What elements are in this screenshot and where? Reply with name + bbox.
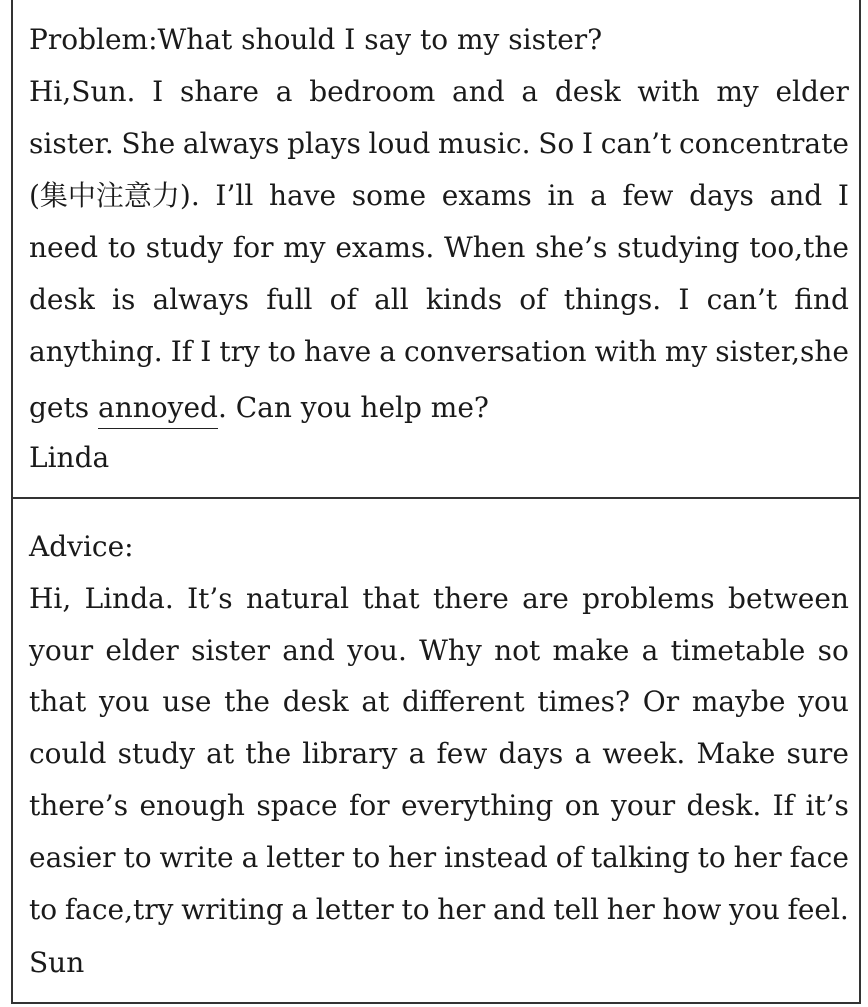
problem-line: [29, 66, 849, 118]
word: between: [728, 582, 849, 615]
word: a: [408, 737, 426, 770]
word: to: [352, 841, 381, 874]
word: a: [291, 893, 309, 926]
word: loud: [368, 127, 431, 160]
word: kinds: [425, 283, 503, 316]
word: everything: [400, 789, 554, 822]
advice-signature: Sun: [29, 946, 85, 979]
word: with: [637, 75, 700, 108]
word: instead: [444, 841, 548, 874]
problem-last-line: [29, 382, 849, 434]
word: to: [29, 893, 58, 926]
word: of: [519, 283, 547, 316]
word: always: [152, 283, 250, 316]
problem-line: [29, 118, 849, 170]
word: and: [282, 634, 335, 667]
word: my: [283, 231, 326, 264]
word: studying: [617, 231, 740, 264]
word: sister,she: [715, 335, 849, 368]
word: at: [206, 737, 235, 770]
word: sister: [191, 634, 270, 667]
word: Why: [419, 634, 482, 667]
word: her: [388, 841, 437, 874]
word: too,the: [749, 231, 849, 264]
word: try: [219, 335, 260, 368]
word: letter: [315, 893, 394, 926]
word: my: [664, 335, 708, 368]
word: I: [152, 75, 164, 108]
problem-line: [29, 170, 849, 222]
word: some: [351, 179, 427, 212]
word: few: [436, 737, 488, 770]
advice-line: [29, 625, 849, 677]
word: your: [29, 634, 94, 667]
word: a: [379, 335, 396, 368]
word: concentrate: [678, 127, 849, 160]
word: a: [574, 737, 592, 770]
word: face: [789, 841, 849, 874]
word: problems: [582, 582, 715, 615]
word: have: [304, 335, 372, 368]
word: my: [716, 75, 759, 108]
word: talking: [590, 841, 690, 874]
word: exams.: [335, 231, 435, 264]
word: Or: [642, 685, 680, 718]
word: for: [232, 231, 274, 264]
word: could: [29, 737, 107, 770]
word: on: [564, 789, 600, 822]
word: are: [522, 582, 569, 615]
word: her: [437, 893, 486, 926]
word: library: [302, 737, 398, 770]
word: study: [117, 737, 196, 770]
last-line-end: . Can you help me?: [217, 391, 489, 424]
word: enough: [139, 789, 245, 822]
word: maybe: [691, 685, 786, 718]
word: and: [769, 179, 823, 212]
word: full: [266, 283, 313, 316]
word: easier: [29, 841, 116, 874]
problem-line: [29, 326, 849, 378]
word: desk: [29, 283, 95, 316]
word: elder: [775, 75, 849, 108]
word: different: [402, 685, 525, 718]
word: all: [374, 283, 409, 316]
word: music.: [438, 127, 531, 160]
word: there’s: [29, 789, 129, 822]
word: and: [492, 893, 546, 926]
word: you: [98, 685, 150, 718]
word: tell: [553, 893, 600, 926]
problem-box: [13, 0, 859, 499]
word: desk.: [686, 789, 762, 822]
word: days: [498, 737, 564, 770]
word: have: [268, 179, 337, 212]
word: I: [581, 127, 593, 160]
word: is: [112, 283, 136, 316]
word: to: [401, 893, 430, 926]
word: times?: [537, 685, 631, 718]
word: share: [179, 75, 260, 108]
word: of: [555, 841, 583, 874]
word: Hi,Sun.: [29, 75, 136, 108]
word: sister.: [29, 127, 114, 160]
advice-line: [29, 884, 849, 936]
word: in: [547, 179, 575, 212]
word: the: [245, 737, 292, 770]
word: days: [689, 179, 754, 212]
word: a: [241, 841, 259, 874]
word: timetable: [670, 634, 806, 667]
word: that: [362, 582, 420, 615]
word: you: [729, 893, 780, 926]
word: and: [452, 75, 505, 108]
word: elder: [105, 634, 179, 667]
word: week.: [602, 737, 686, 770]
word: I: [200, 335, 212, 368]
word: study: [145, 231, 224, 264]
word: feel.: [787, 893, 849, 926]
word: a: [590, 179, 607, 212]
word: with: [594, 335, 657, 368]
word: need: [29, 231, 99, 264]
word: to: [697, 841, 726, 874]
word: writing: [181, 893, 284, 926]
underlined-word: annoyed: [98, 388, 218, 429]
last-line-start: gets: [29, 391, 99, 424]
advice-heading: Advice:: [29, 530, 134, 563]
word: Linda.: [84, 582, 174, 615]
word: a: [641, 634, 659, 667]
word: of: [329, 283, 357, 316]
word: natural: [246, 582, 350, 615]
word: she’s: [535, 231, 608, 264]
word: She: [121, 127, 176, 160]
word: you.: [347, 634, 407, 667]
word: her: [733, 841, 782, 874]
letter-sheet: [11, 0, 861, 1004]
word: your: [611, 789, 676, 822]
word: bedroom: [309, 75, 436, 108]
word: for: [348, 789, 390, 822]
word: face,try: [64, 893, 174, 926]
word: so: [817, 634, 849, 667]
advice-line: [29, 728, 849, 780]
word: find: [794, 283, 849, 316]
word: I: [837, 179, 849, 212]
advice-line: [29, 780, 849, 832]
word: always: [182, 127, 280, 160]
advice-line: [29, 832, 849, 884]
problem-line: [29, 274, 849, 326]
word: the: [224, 685, 270, 718]
problem-line: [29, 222, 849, 274]
advice-line: [29, 573, 849, 625]
word: a: [275, 75, 293, 108]
word: you: [798, 685, 849, 718]
word: to: [107, 231, 136, 264]
word: Hi,: [29, 582, 72, 615]
word: a: [521, 75, 539, 108]
word: I: [678, 283, 690, 316]
word: plays: [287, 127, 361, 160]
word: it’s: [805, 789, 849, 822]
word: If: [170, 335, 193, 368]
word: write: [159, 841, 234, 874]
word: that: [29, 685, 87, 718]
problem-signature: Linda: [29, 441, 110, 474]
word: exams: [441, 179, 532, 212]
advice-box: [13, 499, 859, 1002]
advice-line: [29, 676, 849, 728]
word: I’ll: [215, 179, 254, 212]
word: at: [361, 685, 390, 718]
word: her: [606, 893, 655, 926]
word: When: [443, 231, 526, 264]
word: can’t: [600, 127, 672, 160]
word: there: [432, 582, 509, 615]
word: sure: [786, 737, 849, 770]
word: not: [494, 634, 541, 667]
word: how: [662, 893, 722, 926]
word: to: [267, 335, 296, 368]
word: conversation: [404, 335, 587, 368]
word: Make: [696, 737, 776, 770]
word: desk: [282, 685, 349, 718]
problem-heading: Problem:What should I say to my sister?: [29, 23, 603, 56]
word: So: [538, 127, 575, 160]
word: can’t: [706, 283, 778, 316]
word: If: [772, 789, 795, 822]
word: use: [162, 685, 212, 718]
word: anything.: [29, 335, 163, 368]
word: things.: [563, 283, 662, 316]
word: make: [552, 634, 630, 667]
word: It’s: [187, 582, 233, 615]
word: few: [622, 179, 674, 212]
word: letter: [266, 841, 345, 874]
word: to: [123, 841, 152, 874]
word: space: [256, 789, 338, 822]
word: desk: [554, 75, 621, 108]
word: (集中注意力).: [29, 179, 200, 212]
